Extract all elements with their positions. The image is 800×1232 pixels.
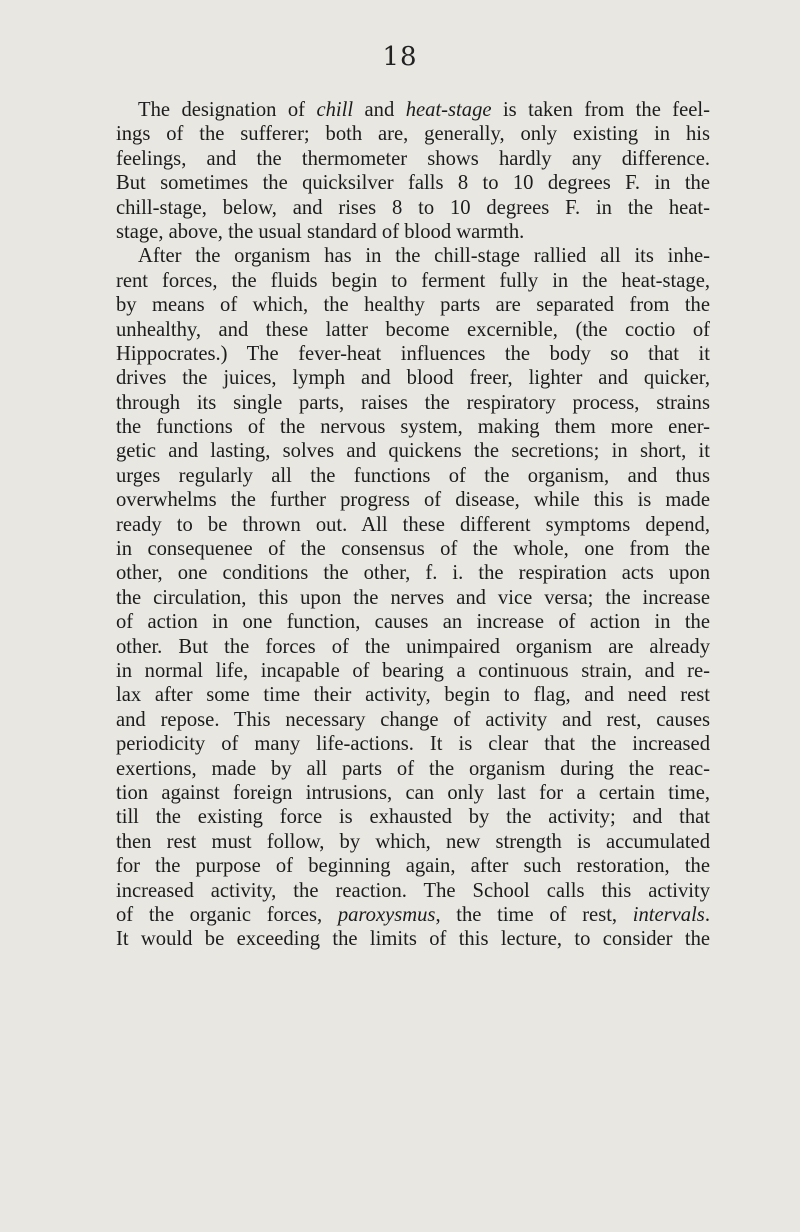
text-line: The designation of chill and heat-stage is taken from the feel- — [138, 99, 711, 121]
text-line: exertions, made by all parts of the organism during the reac- — [116, 757, 710, 780]
text-line: feelings, and the thermometer shows hardly any difference. — [116, 147, 710, 170]
text-line: through its single parts, raises the respiratory process, strains — [116, 391, 710, 414]
page-number: 18 — [382, 42, 418, 72]
text-line: drives the juices, lymph and blood freer, lighter and quicker, — [116, 367, 710, 390]
text-line: It would be exceeding the limits of this lecture, to consider the — [116, 928, 710, 951]
body-text — [116, 98, 710, 952]
text-line: of action in one function, causes an increase of action in the — [116, 611, 710, 634]
text-line: other. But the forces of the unimpaired organism are already — [116, 635, 710, 658]
text-line: But sometimes the quicksilver falls 8 to 10 degrees F. in the — [116, 172, 710, 195]
text-line: getic and lasting, solves and quickens the secretions; in short, it — [116, 440, 710, 463]
text-line: and repose. This necessary change of activity and rest, causes — [116, 708, 710, 731]
text-line: in normal life, incapable of bearing a continuous strain, and re- — [116, 659, 710, 682]
text-line: the functions of the nervous system, making them more ener- — [116, 416, 710, 439]
text-line: in consequenee of the consensus of the whole, one from the — [116, 538, 710, 561]
text-line: After the organism has in the chill-stage rallied all its inhe- — [138, 245, 710, 268]
text-line: by means of which, the healthy parts are separated from the — [116, 294, 710, 317]
text-line: lax after some time their activity, begin to flag, and need rest — [116, 684, 710, 707]
text-line: Hippocrates.) The fever-heat influences the body so that it — [116, 342, 710, 365]
text-line: till the existing force is exhausted by the activity; and that — [116, 806, 710, 829]
text-line: rent forces, the fluids begin to ferment fully in the heat-stage, — [116, 269, 710, 292]
text-line: tion against foreign intrusions, can only last for a certain time, — [116, 781, 710, 804]
text-line: the circulation, this upon the nerves and vice versa; the increase — [116, 586, 710, 609]
text-line: urges regularly all the functions of the organism, and thus — [116, 464, 710, 487]
text-line: increased activity, the reaction. The School calls this activity — [116, 879, 710, 902]
text-line: other, one conditions the other, f. i. the respiration acts upon — [116, 562, 710, 585]
text-line: ings of the sufferer; both are, generally, only existing in his — [116, 123, 710, 146]
text-line: unhealthy, and these latter become excernible, (the coctio of — [116, 318, 710, 341]
text-line: periodicity of many life-actions. It is clear that the increased — [116, 733, 710, 756]
text-line: of the organic forces, paroxysmus, the time of rest, intervals. — [116, 903, 710, 926]
text-line: chill-stage, below, and rises 8 to 10 degrees F. in the heat- — [116, 196, 710, 219]
text-line: ready to be thrown out. All these different symptoms depend, — [116, 513, 710, 536]
text-line: overwhelms the further progress of disease, while this is made — [116, 489, 710, 512]
text-line: then rest must follow, by which, new strength is accumulated — [116, 830, 710, 853]
text-line: for the purpose of beginning again, after such restoration, the — [116, 855, 710, 878]
text-line: stage, above, the usual standard of blood warmth. — [116, 220, 525, 243]
